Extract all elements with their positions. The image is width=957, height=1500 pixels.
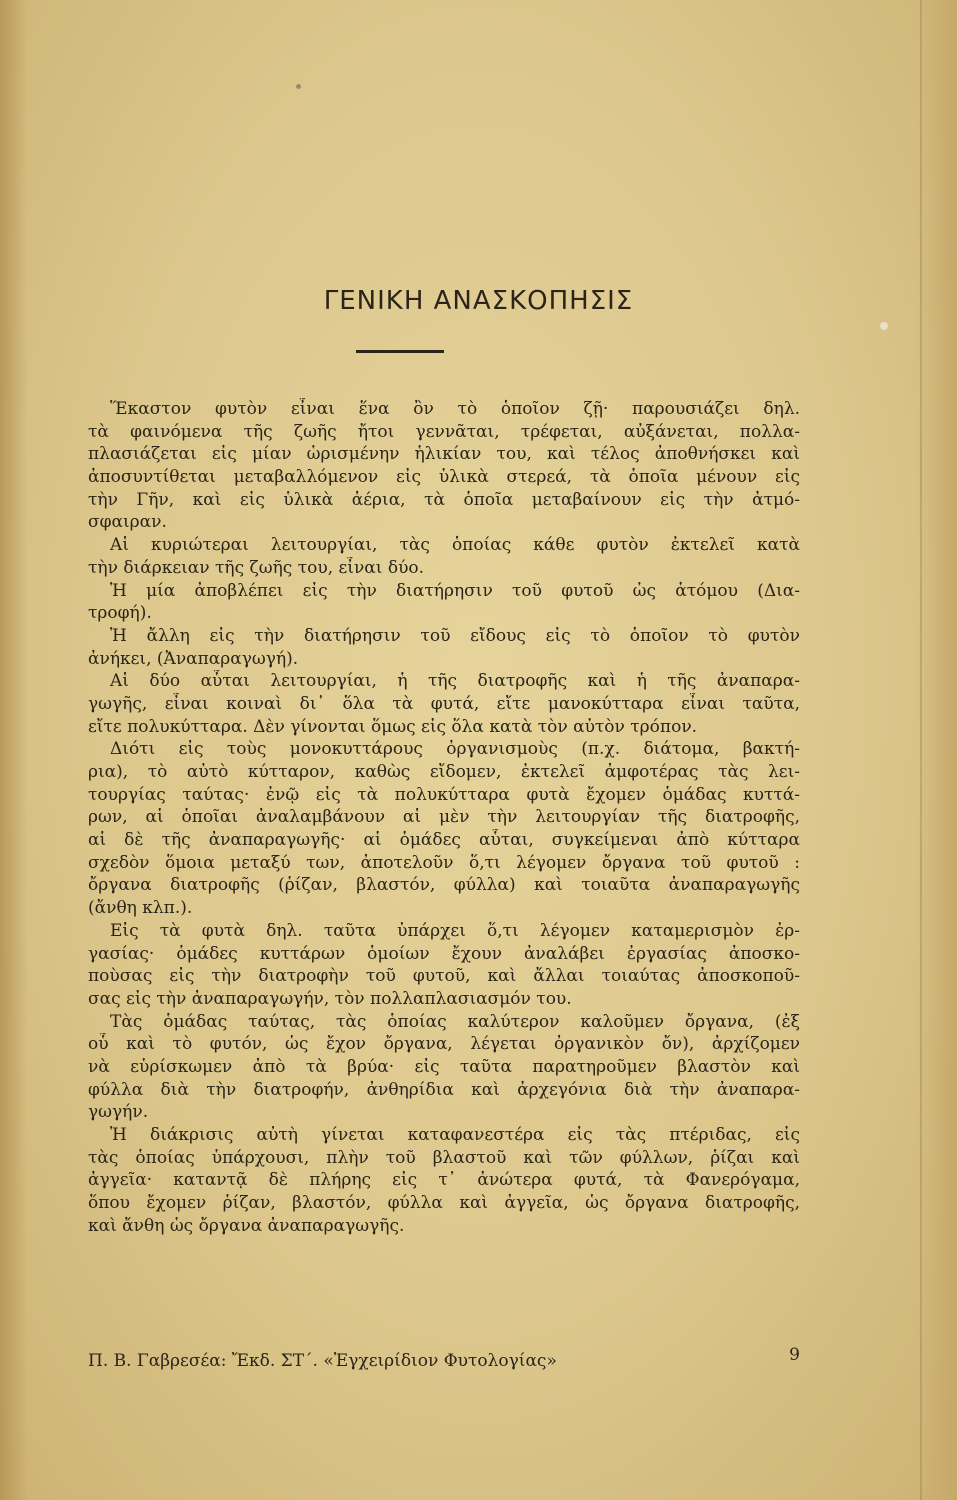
text-line: τουργίας ταύτας· ἐνῷ εἰς τὰ πολυκύτταρα φυτὰ ἔχομεν ὁμάδας κυττά- bbox=[88, 784, 800, 805]
page-number: 9 bbox=[789, 1345, 800, 1365]
text-line: ὅπου ἔχομεν ῥίζαν, βλαστόν, φύλλα καὶ ἀγγεῖα, ὡς ὄργανα διατροφῆς, bbox=[88, 1193, 800, 1214]
paper-speck bbox=[880, 322, 888, 330]
text-line: σας εἰς τὴν ἀναπαραγωγήν, τὸν πολλαπλασιασμόν του. bbox=[88, 988, 572, 1009]
text-line: ὄργανα διατροφῆς (ῥίζαν, βλαστόν, φύλλα) καὶ τοιαῦτα ἀναπαραγωγῆς bbox=[88, 875, 800, 896]
text-line: ἀποσυντίθεται μεταβαλλόμενον εἰς ὑλικὰ στερεά, τὰ ὁποῖα μένουν εἰς bbox=[88, 467, 800, 488]
text-line: Αἱ κυριώτεραι λειτουργίαι, τὰς ὁποίας κάθε φυτὸν ἐκτελεῖ κατὰ bbox=[110, 535, 800, 556]
text-line: τὴν διάρκειαν τῆς ζωῆς του, εἶναι δύο. bbox=[88, 557, 425, 578]
page-fold bbox=[920, 0, 922, 1500]
text-line: Εἰς τὰ φυτὰ δηλ. ταῦτα ὑπάρχει ὅ,τι λέγομεν καταμερισμὸν ἐρ- bbox=[110, 920, 800, 941]
text-line: ρια), τὸ αὐτὸ κύτταρον, καθὼς εἴδομεν, ἐκτελεῖ ἀμφοτέρας τὰς λει- bbox=[88, 762, 800, 782]
text-line: Ἡ ἄλλη εἰς τὴν διατήρησιν τοῦ εἴδους εἰς τὸ ὁποῖον τὸ φυτὸν bbox=[110, 625, 800, 646]
page-edge-shadow-right bbox=[917, 0, 957, 1500]
text-line: γωγήν. bbox=[88, 1102, 149, 1123]
text-line: ρων, αἱ ὁποῖαι ἀναλαμβάνουν αἱ μὲν τὴν λειτουργίαν τῆς διατροφῆς, bbox=[88, 807, 800, 828]
page-edge-shadow-left bbox=[0, 0, 28, 1500]
paper-speck bbox=[296, 84, 301, 89]
text-line: τὴν Γῆν, καὶ εἰς ὑλικὰ ἀέρια, τὰ ὁποῖα μεταβαίνουν εἰς τὴν ἀτμό- bbox=[88, 489, 800, 510]
text-line: (ἄνθη κλπ.). bbox=[88, 898, 193, 919]
footer-citation: Π. Β. Γαβρεσέα: Ἔκδ. ΣΤ΄. «Ἐγχειρίδιον Φυτολογίας» bbox=[88, 1351, 557, 1371]
text-line: εἴτε πολυκύτταρα. Δὲν γίνονται ὅμως εἰς ὅλα κατὰ τὸν αὐτὸν τρόπον. bbox=[88, 716, 698, 737]
title-rule bbox=[356, 350, 444, 353]
text-line: Ἡ μία ἀποβλέπει εἰς τὴν διατήρησιν τοῦ φυτοῦ ὡς ἀτόμου (Δια- bbox=[110, 580, 800, 601]
text-line: σφαιραν. bbox=[88, 512, 167, 533]
text-line: Τὰς ὁμάδας ταύτας, τὰς ὁποίας καλύτερον καλοῦμεν ὄργανα, (ἐξ bbox=[110, 1011, 800, 1032]
body-text bbox=[88, 398, 800, 1237]
text-line: οὗ καὶ τὸ φυτόν, ὡς ἔχον ὄργανα, λέγεται ὀργανικὸν ὄν), ἀρχίζομεν bbox=[88, 1034, 800, 1055]
text-line: νὰ εὑρίσκωμεν ἀπὸ τὰ βρύα· εἰς ταῦτα παρατηροῦμεν βλαστὸν καὶ bbox=[88, 1056, 800, 1077]
text-line: γασίας· ὁμάδες κυττάρων ὁμοίων ἔχουν ἀναλάβει ἐργασίας ἀποσκο- bbox=[88, 943, 800, 964]
text-line: Ἡ διάκρισις αὐτὴ γίνεται καταφανεστέρα εἰς τὰς πτέριδας, εἰς bbox=[110, 1125, 800, 1145]
text-line: Αἱ δύο αὗται λειτουργίαι, ἡ τῆς διατροφῆς καὶ ἡ τῆς ἀναπαρα- bbox=[110, 671, 800, 692]
text-line: τροφή). bbox=[88, 603, 152, 624]
text-line: ἀνήκει, (Ἀναπαραγωγή). bbox=[88, 648, 299, 669]
text-line: ποὺσας εἰς τὴν διατροφὴν τοῦ φυτοῦ, καὶ ἄλλαι τοιαύτας ἀποσκοποῦ- bbox=[88, 966, 800, 987]
text-line: σχεδὸν ὅμοια μεταξύ των, ἀποτελοῦν ὅ,τι λέγομεν ὄργανα τοῦ φυτοῦ : bbox=[88, 852, 800, 873]
text-line: τὰ φαινόμενα τῆς ζωῆς ἤτοι γεννᾶται, τρέφεται, αὐξάνεται, πολλα- bbox=[88, 421, 800, 442]
text-line: πλασιάζεται εἰς μίαν ὡρισμένην ἡλικίαν του, καὶ τέλος ἀποθνήσκει καὶ bbox=[88, 444, 800, 465]
text-line: Ἕκαστον φυτὸν εἶναι ἕνα ὂν τὸ ὁποῖον ζῇ· παρουσιάζει δηλ. bbox=[110, 399, 800, 419]
text-line: φύλλα διὰ τὴν διατροφήν, ἀνθηρίδια καὶ ἀρχεγόνια διὰ τὴν ἀναπαρα- bbox=[88, 1079, 800, 1100]
text-line: αἱ δὲ τῆς ἀναπαραγωγῆς· αἱ ὁμάδες αὗται, συγκείμεναι ἀπὸ κύτταρα bbox=[88, 830, 800, 851]
page-title: ΓΕΝΙΚΗ ΑΝΑΣΚΟΠΗΣΙΣ bbox=[323, 286, 634, 316]
text-line: Διότι εἰς τοὺς μονοκυττάρους ὀργανισμοὺς (π.χ. διάτομα, βακτή- bbox=[110, 739, 800, 760]
text-line: ἀγγεῖα· καταντᾷ δὲ πλήρης εἰς τ᾿ ἀνώτερα φυτά, τὰ Φανερόγαμα, bbox=[88, 1170, 800, 1191]
text-line: γωγῆς, εἶναι κοιναὶ δι᾿ ὅλα τὰ φυτά, εἴτε μανοκύτταρα εἶναι ταῦτα, bbox=[88, 693, 800, 714]
text-line: τὰς ὁποίας ὑπάρχουσι, πλὴν τοῦ βλαστοῦ καὶ τῶν φύλλων, ῥίζαι καὶ bbox=[88, 1147, 800, 1168]
text-line: καὶ ἄνθη ὡς ὄργανα ἀναπαραγωγῆς. bbox=[88, 1215, 405, 1236]
